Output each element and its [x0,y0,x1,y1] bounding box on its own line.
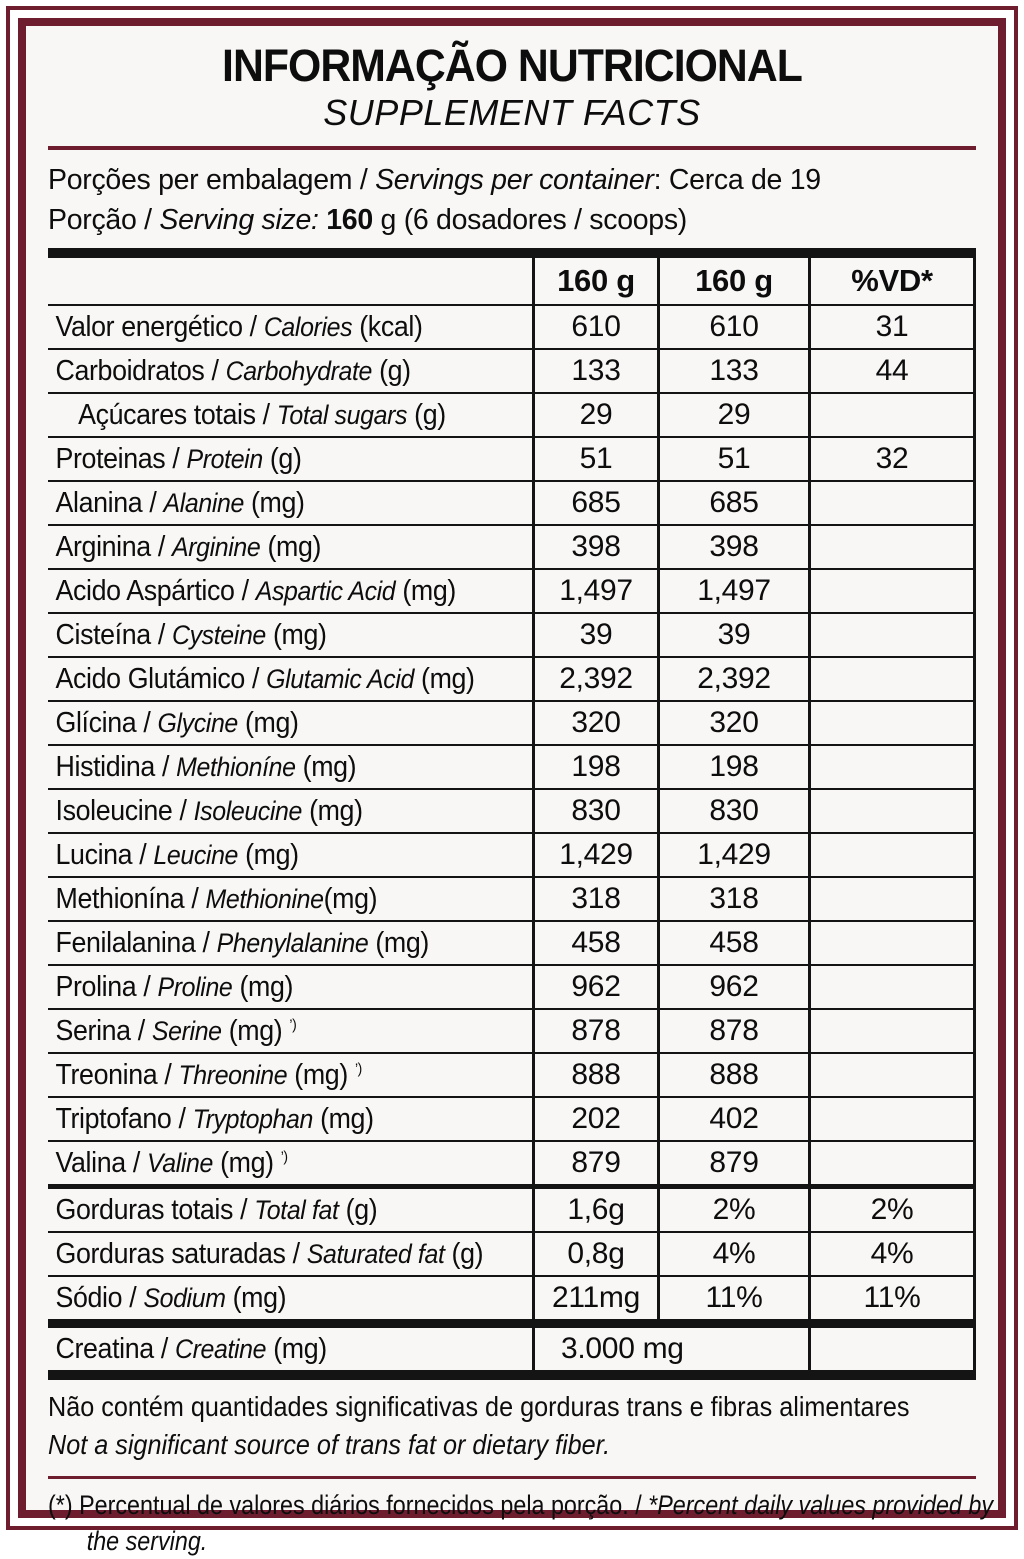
nutrient-name-cell [48,438,503,480]
amount-cell-2: 1,429 [657,834,808,876]
title-divider [48,146,976,150]
footnote-divider [48,1476,976,1479]
nutrient-name-en: Cysteine [171,620,266,650]
amount-cell-2: 133 [657,350,808,392]
label-title: INFORMAÇÃO NUTRICIONAL [222,40,802,91]
daily-value-cell: 2% [808,1189,973,1231]
table-row [48,568,973,612]
nutrient-unit: (mg) [323,883,378,915]
nutrient-name-cell [48,790,503,832]
amount-cell-2: 888 [657,1054,808,1096]
amount-cell-1: 0,8g [532,1233,657,1275]
serving-info [48,160,976,240]
daily-value-cell [808,1328,973,1370]
table-row [48,524,973,568]
nutrient-name-pt: Glícina / [55,707,158,739]
table-row [48,1231,973,1275]
table-row [48,348,973,392]
header-empty-cell [48,258,532,304]
amount-cell-2: 879 [657,1142,808,1184]
nutrient-name-pt: Valina / [55,1147,147,1179]
nutrient-name-en: Glycine [157,708,238,738]
nutrient-name-cell [48,702,503,744]
footnote-en: *Percent daily values provided by the serving. [86,1490,993,1556]
nutrient-unit: (mg) [266,1333,327,1365]
table-row [48,1140,973,1184]
nutrient-name-cell [48,570,503,612]
inner-frame [18,18,1006,1556]
nutrient-unit: (mg) [313,1103,374,1135]
serving-size-line [48,200,976,240]
nutrient-name-cell [48,746,503,788]
servings-value: : Cerca de 19 [653,164,821,196]
nutrient-name-en: Serine [151,1016,222,1046]
amount-cell-2: 198 [657,746,808,788]
servings-per-container-line [48,160,976,200]
serving-size-en: Serving size: [159,204,319,236]
nutrient-name-en: Valine [146,1148,214,1178]
amount-cell-1: 888 [532,1054,657,1096]
daily-value-cell [808,834,973,876]
amount-cell-2: 398 [657,526,808,568]
nutrient-name-pt: Gorduras totais / [55,1194,255,1226]
table-row [48,304,973,348]
nutrient-unit: (mg) [225,1282,287,1314]
table-row [48,1008,973,1052]
daily-value-cell: 31 [808,306,973,348]
nutrition-table [48,248,976,1380]
daily-value-cell [808,482,973,524]
nutrient-name-en: Aspartic Acid [255,576,396,606]
nutrient-name-cell [48,658,503,700]
nutrient-name-pt: Acido Aspártico / [55,575,256,607]
nutrient-name-cell [48,1233,503,1275]
serving-size-rest: g (6 dosadores / scoops) [372,204,687,236]
amount-cell-2: 2,392 [657,658,808,700]
nutrient-unit: (mg) [265,619,327,651]
nutrient-unit: (g) [444,1238,484,1270]
amount-cell-1: 458 [532,922,657,964]
table-row [48,612,973,656]
amount-cell-2: 39 [657,614,808,656]
amount-cell-2: 610 [657,306,808,348]
amount-cell-1: 685 [532,482,657,524]
amount-cell-2: 29 [657,394,808,436]
nutrient-name-pt: Açúcares totais / [78,399,277,431]
serving-size-pt: Porção / [48,204,160,236]
amount-cell-1: 39 [532,614,657,656]
daily-value-cell: 4% [808,1233,973,1275]
amount-cell-1: 29 [532,394,657,436]
amount-cell-1: 133 [532,350,657,392]
nutrient-unit: (mg) [238,839,299,871]
daily-value-cell [808,1010,973,1052]
daily-value-cell: 32 [808,438,973,480]
table-row [48,1184,973,1231]
nutrient-name-pt: Gorduras saturadas / [55,1238,307,1270]
amount-cell-2: 318 [657,878,808,920]
nutrient-unit: (g) [338,1194,378,1226]
notes-section [48,1388,976,1464]
nutrient-name-en: Protein [186,444,263,474]
amount-cell-2: 402 [657,1098,808,1140]
nutrient-name-cell [48,614,503,656]
daily-value-cell [808,746,973,788]
nutrient-unit: (mg) [260,531,322,563]
serving-size-amount: 160 [318,204,373,236]
amount-cell-2: 830 [657,790,808,832]
nutrient-name-pt: Triptofano / [55,1103,193,1135]
table-row [48,832,973,876]
nutrient-name-cell [48,306,503,348]
nutrient-unit: (g) [262,443,302,475]
nutrient-footnote-mark: ’) [289,1017,297,1034]
daily-value-cell [808,1098,973,1140]
nutrient-unit: (mg) [368,927,429,959]
amount-cell-1: 610 [532,306,657,348]
amount-cell-1: 320 [532,702,657,744]
col-header-daily-value: %VD* [808,258,973,304]
amount-cell-2: 51 [657,438,808,480]
daily-value-cell [808,1142,973,1184]
amount-cell-1: 830 [532,790,657,832]
notes-en: Not a significant source of trans fat or dietary fiber. [48,1429,611,1460]
nutrient-name-en: Leucine [153,840,239,870]
amount-cell-1: 1,497 [532,570,657,612]
nutrient-unit: (mg) [302,795,363,827]
daily-value-cell [808,614,973,656]
amount-cell-1: 2,392 [532,658,657,700]
nutrient-name-en: Creatine [174,1334,267,1364]
nutrient-name-pt: Isoleucine / [55,795,194,827]
amount-cell-2: 878 [657,1010,808,1052]
nutrient-name-en: Carbohydrate [225,356,373,386]
nutrient-name-cell [48,350,503,392]
nutrient-name-en: Calories [263,312,353,342]
amount-cell-1: 202 [532,1098,657,1140]
nutrient-name-en: Sodium [143,1283,226,1313]
nutrient-name-pt: Alanina / [55,487,164,519]
amount-cell-2: 4% [657,1233,808,1275]
nutrient-name-en: Total sugars [276,400,408,430]
daily-value-cell [808,658,973,700]
col-header-serving-1: 160 g [532,258,657,304]
footnote [48,1487,1018,1559]
nutrient-name-en: Saturated fat [306,1239,445,1269]
table-row [48,1319,973,1370]
table-row [48,700,973,744]
nutrient-name-pt: Serina / [55,1015,152,1047]
nutrient-name-pt: Prolina / [55,971,158,1003]
nutrient-name-cell [48,1142,503,1184]
nutrient-unit: (mg) [243,487,305,519]
table-row [48,876,973,920]
table-row [48,1052,973,1096]
nutrient-unit: (mg) [395,575,456,607]
table-row [48,788,973,832]
nutrient-name-pt: Sódio / [55,1282,144,1314]
amount-cell-1: 211mg [532,1277,657,1319]
nutrient-name-en: Alanine [163,488,244,518]
amount-cell-2: 458 [657,922,808,964]
nutrient-name-pt: Valor energético / [55,311,264,343]
daily-value-cell [808,878,973,920]
table-header-row [48,258,973,304]
table-row [48,920,973,964]
nutrient-unit: (mg) [221,1015,290,1047]
nutrient-name-cell [48,1010,503,1052]
daily-value-cell [808,1054,973,1096]
nutrient-name-pt: Cisteína / [55,619,172,651]
nutrient-name-cell [48,1098,503,1140]
nutrient-name-en: Methioníne [176,752,296,782]
amount-cell-1: 1,429 [532,834,657,876]
notes-pt: Não contém quantidades significativas de gorduras trans e fibras alimentares [48,1391,910,1422]
nutrient-name-en: Isoleucine [193,796,303,826]
nutrient-name-cell [48,966,503,1008]
amount-cell-2: 320 [657,702,808,744]
nutrient-unit: (mg) [287,1059,355,1091]
amount-cell-2: 1,497 [657,570,808,612]
amount-cell-1: 879 [532,1142,657,1184]
daily-value-cell [808,922,973,964]
nutrient-name-pt: Carboidratos / [55,355,226,387]
nutrient-name-cell [48,1189,503,1231]
nutrient-name-cell [48,834,503,876]
table-row [48,1096,973,1140]
amount-cell-1: 962 [532,966,657,1008]
amount-cell-1: 3.000 mg [532,1328,808,1370]
table-row [48,656,973,700]
table-row [48,1275,973,1319]
daily-value-cell [808,394,973,436]
daily-value-cell [808,702,973,744]
nutrient-name-en: Glutamic Acid [266,664,414,694]
nutrient-name-en: Phenylalanine [216,928,369,958]
nutrient-name-en: Proline [157,972,233,1002]
nutrient-name-pt: Proteinas / [55,443,187,475]
amount-cell-1: 318 [532,878,657,920]
nutrient-unit: (mg) [295,751,357,783]
amount-cell-1: 51 [532,438,657,480]
nutrient-name-pt: Histidina / [55,751,177,783]
nutrient-name-cell [48,922,503,964]
daily-value-cell [808,570,973,612]
table-row [48,436,973,480]
nutrient-name-pt: Treonina / [55,1059,179,1091]
nutrient-unit: (g) [372,355,411,387]
daily-value-cell [808,966,973,1008]
nutrient-name-pt: Arginina / [55,531,173,563]
nutrient-name-cell [48,1277,503,1319]
nutrient-name-en: Total fat [254,1195,339,1225]
label-subtitle: SUPPLEMENT FACTS [323,92,701,133]
daily-value-cell [808,790,973,832]
servings-en: Servings per container [375,164,654,196]
nutrient-footnote-mark: ’) [280,1149,288,1166]
daily-value-cell: 44 [808,350,973,392]
nutrient-name-cell [48,526,503,568]
nutrient-footnote-mark: ’) [354,1061,362,1078]
nutrient-name-en: Threonine [178,1060,288,1090]
table-row [48,744,973,788]
nutrient-name-cell [48,482,503,524]
nutrient-name-en: Arginine [172,532,261,562]
nutrient-unit: (mg) [237,707,299,739]
nutrient-unit: (mg) [232,971,294,1003]
amount-cell-2: 2% [657,1189,808,1231]
amount-cell-2: 685 [657,482,808,524]
nutrient-name-pt: Creatina / [55,1333,175,1365]
daily-value-cell: 11% [808,1277,973,1319]
table-row [48,480,973,524]
amount-cell-1: 878 [532,1010,657,1052]
nutrient-unit: (mg) [413,663,475,695]
nutrient-name-en: Tryptophan [192,1104,314,1134]
nutrient-unit: (kcal) [352,311,423,343]
nutrient-name-en: Methionine [205,884,324,914]
nutrient-name-cell [48,878,503,920]
table-row [48,964,973,1008]
amount-cell-2: 962 [657,966,808,1008]
amount-cell-1: 1,6g [532,1189,657,1231]
amount-cell-1: 198 [532,746,657,788]
table-row [48,392,973,436]
amount-cell-1: 398 [532,526,657,568]
nutrient-unit: (mg) [213,1147,281,1179]
footnote-pt: Percentual de valores diários fornecidos pela porção. / [79,1490,649,1520]
nutrient-name-cell [48,1328,503,1370]
nutrient-name-cell [48,1054,503,1096]
amount-cell-2: 11% [657,1277,808,1319]
footnote-marker: (*) [48,1490,80,1520]
nutrient-name-pt: Lucina / [55,839,154,871]
nutrition-table-body [48,304,973,1370]
nutrient-name-pt: Acido Glutámico / [55,663,267,695]
col-header-serving-2: 160 g [657,258,808,304]
nutrient-name-pt: Fenilalanina / [55,927,217,959]
nutrient-name-pt: Methionína / [55,883,206,915]
servings-pt: Porções per embalagem / [48,164,376,196]
nutrient-name-cell [48,394,503,436]
nutrient-unit: (g) [407,399,446,431]
daily-value-cell [808,526,973,568]
